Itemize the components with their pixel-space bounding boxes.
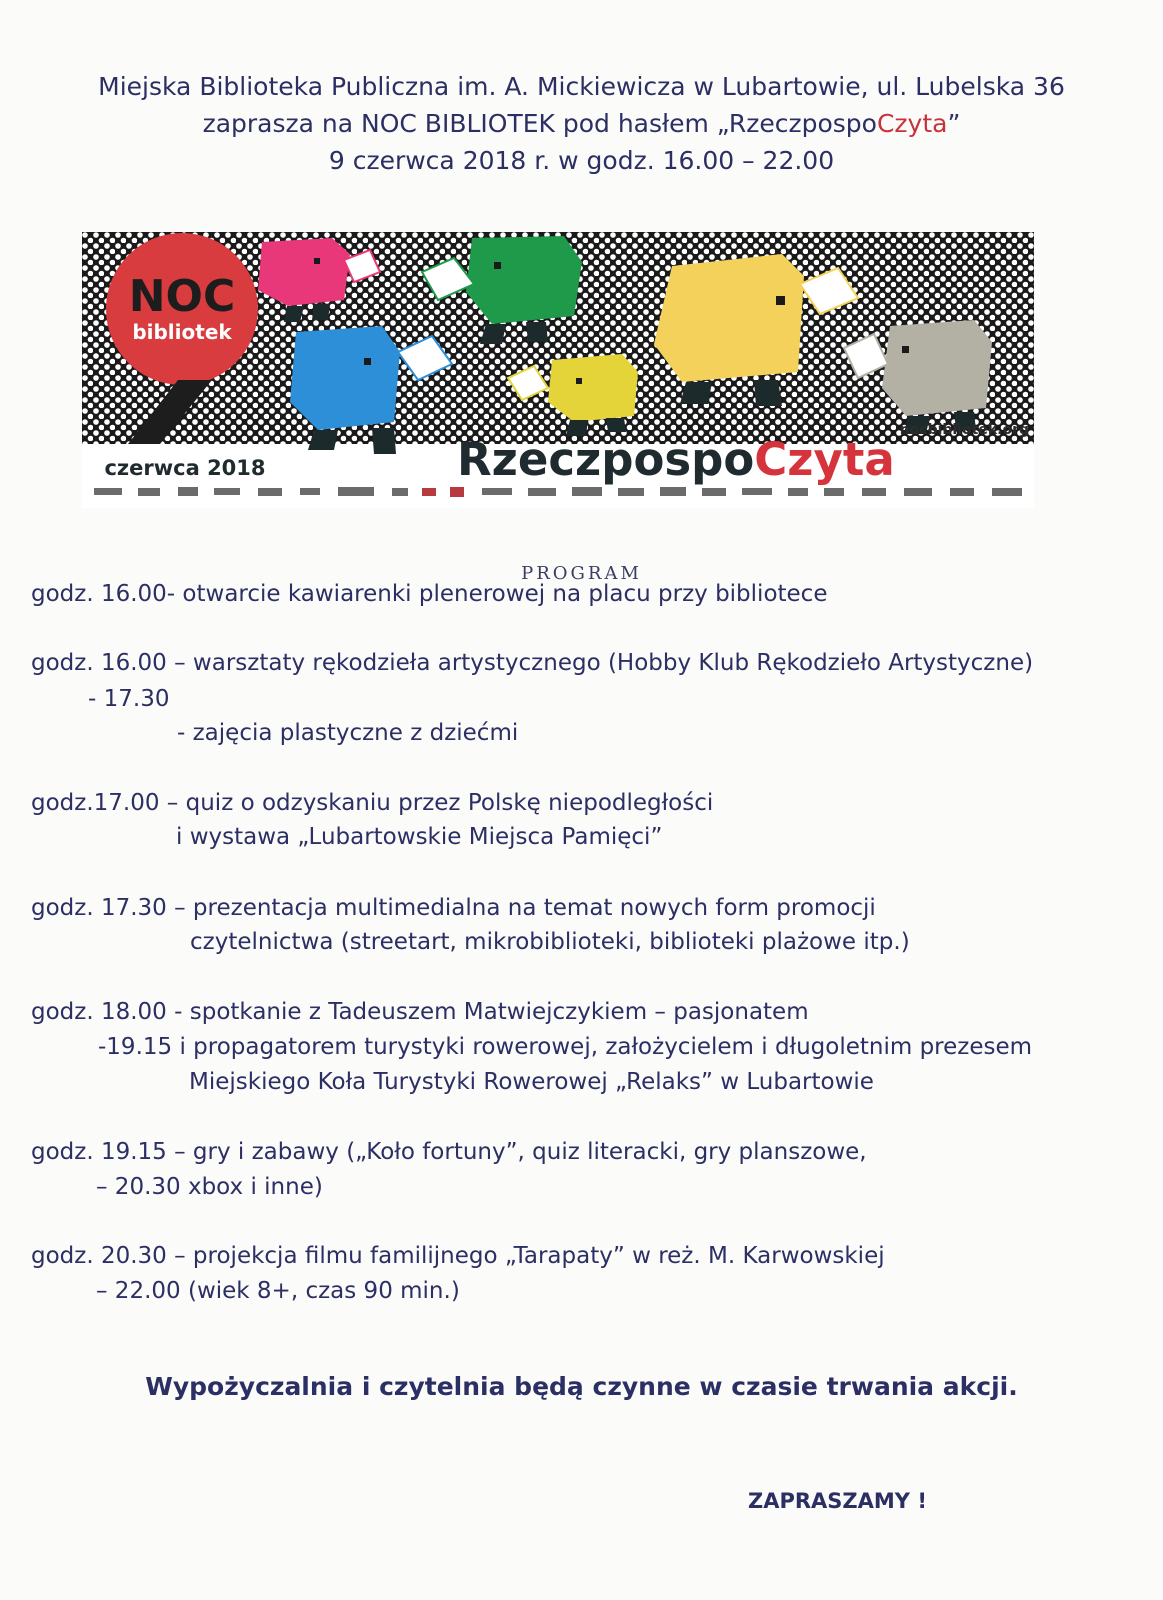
program-line: i wystawa „Lubartowskie Miejsca Pamięci” xyxy=(176,824,663,850)
program-line: godz. 16.00- otwarcie kawiarenki plenerowej na placu przy bibliotece xyxy=(31,581,828,607)
program-line: – 20.30 xbox i inne) xyxy=(96,1174,323,1200)
program-line: godz. 16.00 – warsztaty rękodzieła artystycznego (Hobby Klub Rękodzieło Artystyczne) xyxy=(31,650,1034,676)
slogan-part-2: Czyta xyxy=(754,433,895,486)
program-line: – 22.00 (wiek 8+, czas 90 min.) xyxy=(96,1278,460,1304)
banner-date: czerwca 2018 xyxy=(104,456,266,480)
header-line-2-prefix: zaprasza na NOC BIBLIOTEK pod hasłem „Rzeczpospo xyxy=(202,109,877,138)
header-line-1: Miejska Biblioteka Publiczna im. A. Mickiewicza w Lubartowie, ul. Lubelska 36 xyxy=(98,72,1065,101)
invitation-text: ZAPRASZAMY ! xyxy=(748,1489,927,1513)
banner-url: nocbibliotek.org xyxy=(899,422,1029,438)
program-line: - 17.30 xyxy=(88,686,170,712)
program-line: godz. 20.30 – projekcja filmu familijnego „Tarapaty” w reż. M. Karwowskiej xyxy=(31,1243,885,1269)
program-line: godz.17.00 – quiz o odzyskaniu przez Polskę niepodległości xyxy=(31,790,714,816)
logo-bibliotek-text: bibliotek xyxy=(132,320,232,344)
header-line-2 xyxy=(0,105,1163,142)
banner-slogan xyxy=(457,433,895,486)
program-line: -19.15 i propagatorem turystyki rowerowej, założycielem i długoletnim prezesem xyxy=(98,1034,1033,1060)
logo-noc-text: NOC xyxy=(128,271,236,322)
program-line: godz. 17.30 – prezentacja multimedialna na temat nowych form promocji xyxy=(31,895,876,921)
program-title: PROGRAM xyxy=(521,563,642,584)
header-line-2-suffix: ” xyxy=(947,109,961,138)
slogan-part-1: Rzeczpospo xyxy=(457,433,755,486)
header-line-2-highlight: Czyta xyxy=(876,109,948,138)
program-line: Miejskiego Koła Turystyki Rowerowej „Relaks” w Lubartowie xyxy=(189,1069,874,1095)
program-line: godz. 18.00 - spotkanie z Tadeuszem Matwiejczykiem – pasjonatem xyxy=(31,999,809,1025)
program-line: godz. 19.15 – gry i zabawy („Koło fortuny”, quiz literacki, gry planszowe, xyxy=(31,1139,867,1165)
library-notice: Wypożyczalnia i czytelnia będą czynne w czasie trwania akcji. xyxy=(145,1372,1018,1401)
header-line-3: 9 czerwca 2018 r. w godz. 16.00 – 22.00 xyxy=(328,146,835,175)
noc-bibliotek-banner xyxy=(82,232,1034,508)
program-line: - zajęcia plastyczne z dziećmi xyxy=(177,720,519,746)
program-line: czytelnictwa (streetart, mikrobiblioteki, biblioteki plażowe itp.) xyxy=(190,929,910,955)
